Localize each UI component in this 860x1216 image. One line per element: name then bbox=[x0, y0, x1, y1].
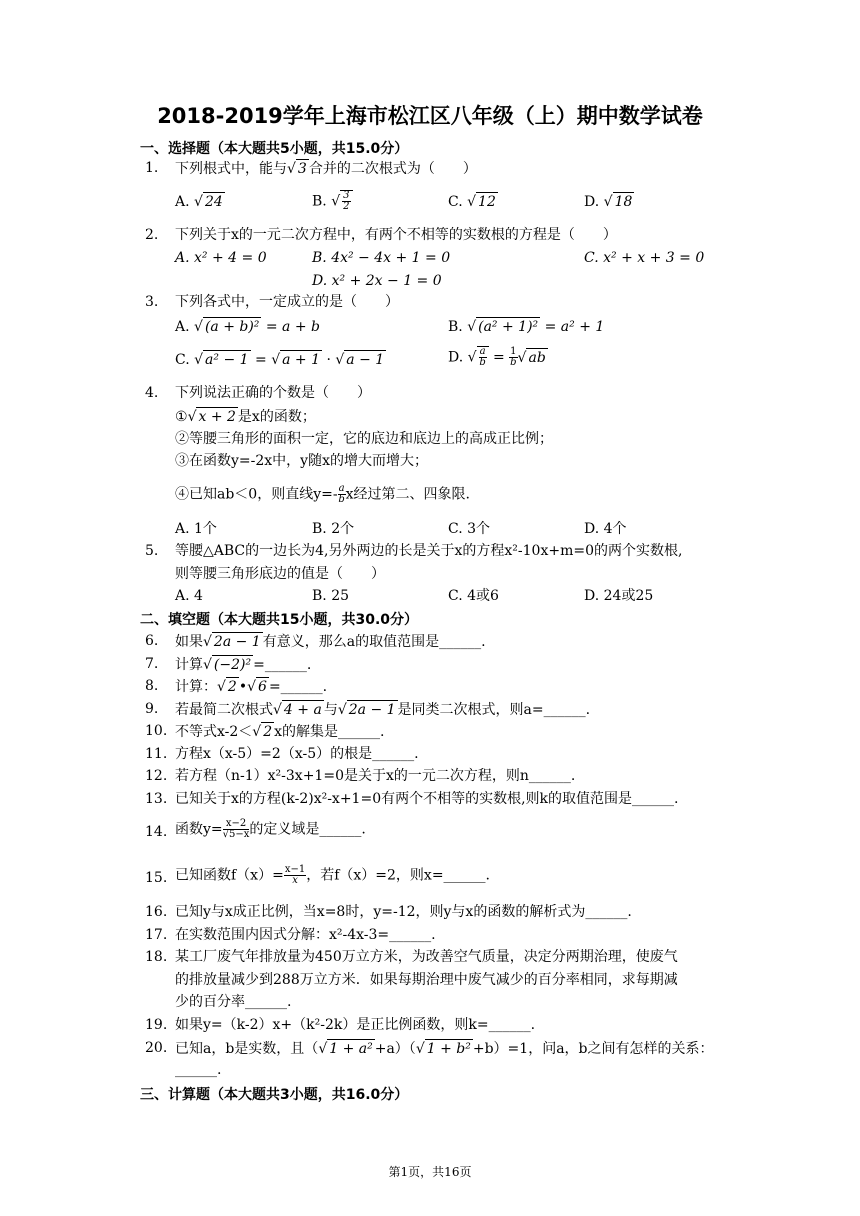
question-7: 计算√ (−2)² =______. bbox=[175, 657, 312, 673]
section-heading-fill: 二、填空题（本大题共15小题，共30.0分） bbox=[140, 612, 419, 628]
option-a: A. √ 24 bbox=[175, 194, 223, 210]
question-2-stem: 下列关于x的一元二次方程中，有两个不相等的实数根的方程是（ ） bbox=[175, 227, 617, 243]
question-number: 10. bbox=[145, 723, 168, 739]
question-number: 1. bbox=[145, 160, 159, 176]
question-number: 19. bbox=[145, 1017, 168, 1033]
section-heading-choice: 一、选择题（本大题共5小题，共15.0分） bbox=[140, 141, 409, 157]
question-13: 已知关于x的方程(k-2)x²-x+1=0有两个不相等的实数根,则k的取值范围是______. bbox=[175, 791, 679, 807]
page-footer: 第1页，共16页 bbox=[388, 1165, 472, 1179]
option-b: B. 25 bbox=[312, 588, 350, 604]
option-d: D. x² + 2x − 1 = 0 bbox=[312, 273, 442, 289]
question-12: 若方程（n-1）x²-3x+1=0是关于x的一元二次方程，则n______. bbox=[175, 768, 576, 784]
question-5-stem-line2: 则等腰三角形底边的值是（ ） bbox=[175, 566, 385, 582]
option-b: B. 4x² − 4x + 1 = 0 bbox=[312, 250, 451, 266]
question-18-line2: 的排放量减少到288万立方米．如果每期治理中废气减少的百分率相同，求每期减 bbox=[175, 972, 678, 988]
section-heading-calc: 三、计算题（本大题共3小题，共16.0分） bbox=[140, 1087, 409, 1103]
question-6: 如果√ 2a − 1 有意义，那么a的取值范围是______. bbox=[175, 634, 486, 650]
option-d: D. 4个 bbox=[584, 521, 627, 537]
question-number: 11. bbox=[145, 746, 168, 762]
question-number: 5. bbox=[145, 543, 159, 559]
page-title: 2018-2019学年上海市松江区八年级（上）期中数学试卷 bbox=[157, 104, 703, 128]
question-number: 2. bbox=[145, 227, 159, 243]
option-c: C. 4或6 bbox=[448, 588, 499, 604]
option-b: B. 2个 bbox=[312, 521, 355, 537]
statement-4: ④已知ab＜0，则直线y=- $\frac{a}{b}$ x经过第二、四象限. bbox=[175, 483, 470, 505]
option-a: A. 4 bbox=[175, 588, 203, 604]
question-number: 9. bbox=[145, 701, 159, 717]
question-10: 不等式x-2＜√ 2 x的解集是______. bbox=[175, 724, 385, 740]
question-18-line1: 某工厂废气年排放量为450万立方米，为改善空气质量，决定分两期治理，使废气 bbox=[175, 949, 678, 965]
question-11: 方程x（x-5）=2（x-5）的根是______. bbox=[175, 746, 419, 762]
question-number: 4. bbox=[145, 385, 159, 401]
option-b: B. √ (a² + 1)² = a² + 1 bbox=[448, 319, 605, 335]
question-14: 函数y= $\frac{x-2}{√5-x}$ 的定义域是______. bbox=[175, 818, 366, 840]
question-number: 15. bbox=[145, 870, 168, 886]
question-8: 计算：√ 2 •√ 6 =______. bbox=[175, 679, 328, 695]
question-number: 8. bbox=[145, 678, 159, 694]
option-b: B. √ $\frac{3}{2}$ bbox=[312, 190, 353, 212]
statement-2: ②等腰三角形的面积一定，它的底边和底边上的高成正比例； bbox=[175, 431, 553, 447]
question-19: 如果y=（k-2）x+（k²-2k）是正比例函数，则k=______. bbox=[175, 1017, 536, 1033]
question-number: 20. bbox=[145, 1040, 168, 1056]
question-number: 3. bbox=[145, 294, 159, 310]
statement-3: ③在函数y=-2x中，y随x的增大而增大； bbox=[175, 453, 428, 469]
question-18-line3: 少的百分率______. bbox=[175, 994, 292, 1010]
option-a: A. x² + 4 = 0 bbox=[175, 250, 267, 266]
question-17: 在实数范围内因式分解：x²-4x-3=______. bbox=[175, 927, 436, 943]
question-1-stem: 下列根式中，能与√ 3 合并的二次根式为（ ） bbox=[175, 161, 477, 177]
question-number: 7. bbox=[145, 656, 159, 672]
question-20-line2: ______. bbox=[175, 1062, 222, 1078]
question-16: 已知y与x成正比例，当x=8时，y=-12，则y与x的函数的解析式为______. bbox=[175, 904, 632, 920]
question-number: 18. bbox=[145, 949, 168, 965]
question-number: 13. bbox=[145, 791, 168, 807]
question-3-stem: 下列各式中，一定成立的是（ ） bbox=[175, 294, 399, 310]
question-4-stem: 下列说法正确的个数是（ ） bbox=[175, 385, 371, 401]
option-c: C. √ a² − 1 = √ a + 1 · √ a − 1 bbox=[175, 352, 385, 368]
option-a: A. 1个 bbox=[175, 521, 217, 537]
question-number: 14. bbox=[145, 824, 168, 840]
option-c: C. x² + x + 3 = 0 bbox=[584, 250, 705, 266]
question-number: 12. bbox=[145, 768, 168, 784]
option-d: D. 24或25 bbox=[584, 588, 654, 604]
option-a: A. √ (a + b)² = a + b bbox=[175, 319, 320, 335]
statement-1: ①√ x + 2 是x的函数； bbox=[175, 409, 316, 425]
option-d: D. √ $\frac{a}{b}$ = $\frac{1}{b}$ √ ab bbox=[448, 346, 546, 368]
question-9: 若最简二次根式√ 4 + a 与√ 2a − 1 是同类二次根式，则a=______. bbox=[175, 702, 591, 718]
question-number: 16. bbox=[145, 904, 168, 920]
question-number: 17. bbox=[145, 927, 168, 943]
option-c: C. 3个 bbox=[448, 521, 491, 537]
option-c: C. √ 12 bbox=[448, 194, 496, 210]
question-15: 已知函数f（x）= $\frac{x-1}{x}$ ，若f（x）=2，则x=______. bbox=[175, 864, 490, 886]
question-5-stem-line1: 等腰△ABC的一边长为4,另外两边的长是关于x的方程x²-10x+m=0的两个实数根, bbox=[175, 543, 683, 559]
question-number: 6. bbox=[145, 633, 159, 649]
question-20-line1: 已知a，b是实数，且（√ 1 + a² +a）（√ 1 + b² +b）=1，问a，b之间有怎样的关系： bbox=[175, 1041, 714, 1057]
option-d: D. √ 18 bbox=[584, 194, 633, 210]
